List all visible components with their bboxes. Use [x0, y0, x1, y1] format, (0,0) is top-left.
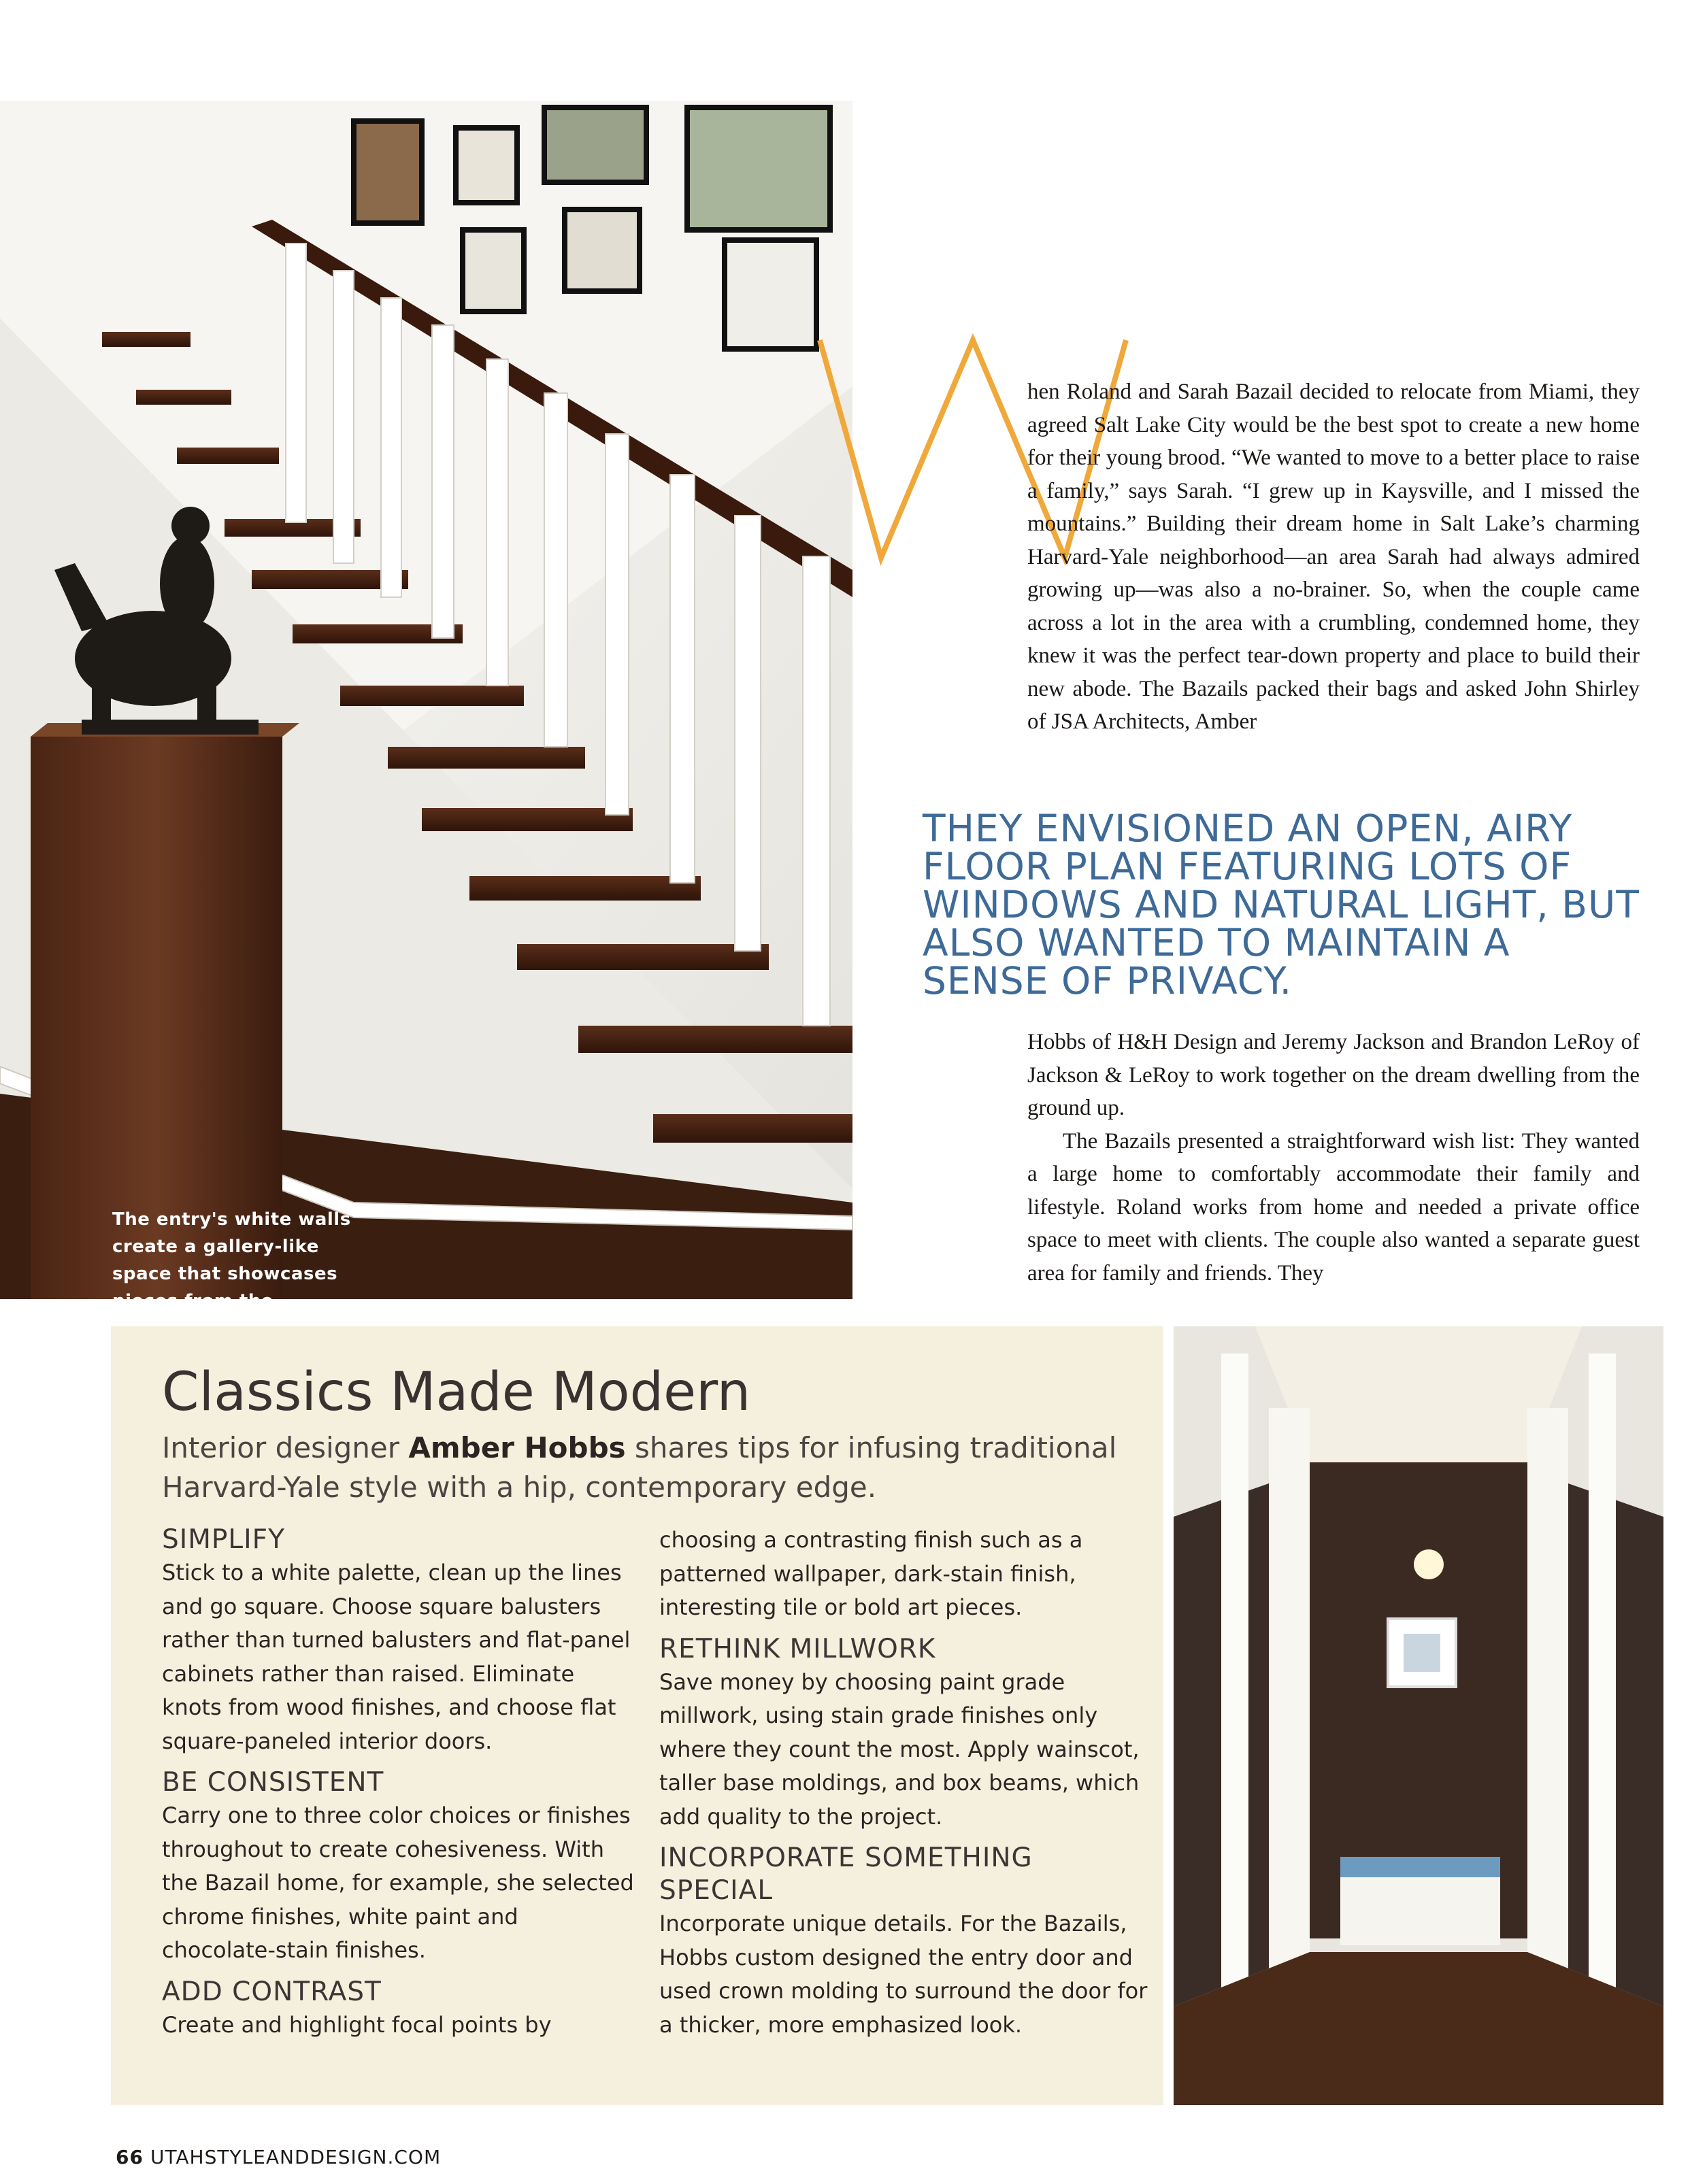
sidebar-title: Classics Made Modern: [162, 1362, 751, 1423]
article-paragraph-1: hen Roland and Sarah Bazail decided to relocate from Miami, they agreed Salt Lake City would be the best spot to create a new home for their young brood. “We wanted to move to a better place to raise a family,” says Sarah. “I grew up in Kaysville, and I missed the mountains.” Building their dream home in Salt Lake’s charming Harvard-Yale neighborhood—an area Sarah had always admired growing up—was also a no-brainer. So, when the couple came across a lot in the area with a crumbling, condemned home, they knew it was the perfect tear-down property and place to build their new abode. The Bazails packed their bags and asked John Shirley of JSA Architects, Amber: [1027, 380, 1640, 734]
tip-body-add-contrast-continued: choosing a contrasting finish such as a patterned wallpaper, dark-stain finish, interesting tile or bold art pieces.: [659, 1527, 1083, 1620]
sidebar-intro: [162, 1428, 1155, 1507]
article-paragraph-1-continued: Hobbs of H&H Design and Jeremy Jackson and Brandon LeRoy of Jackson & LeRoy to work together on the dream dwelling from the ground up.: [1027, 1030, 1640, 1120]
hallway-illustration: [1174, 1326, 1663, 2105]
sidebar-column-left: [162, 1524, 638, 2050]
tip-body-simplify: Stick to a white palette, clean up the lines and go square. Choose square balusters rather than turned balusters and flat-panel cabinets rather than raised. Eliminate knots from wood finishes, and choose flat square-paneled interior doors.: [162, 1560, 631, 1754]
designer-name: Amber Hobbs: [408, 1431, 626, 1464]
article-column-bottom: [1027, 1026, 1640, 1290]
tip-heading-incorporate-something-special: INCORPORATE SOMETHING SPECIAL: [659, 1843, 1033, 1906]
tip-body-add-contrast: Create and highlight focal points by: [162, 2011, 552, 2038]
hallway-photo: [1174, 1326, 1663, 2105]
site-url: UTAHSTYLEANDDESIGN.COM: [150, 2146, 442, 2168]
tip-heading-rethink-millwork: RETHINK MILLWORK: [659, 1633, 936, 1664]
staircase-photo: [0, 101, 852, 1311]
tip-body-rethink-millwork: Save money by choosing paint grade millwork, using stain grade finishes only where they count the most. Apply wainscot, taller base moldings, and box beams, which add quality to the project.: [659, 1668, 1140, 1830]
intro-lead: Interior designer: [162, 1431, 409, 1464]
tip-heading-add-contrast: ADD CONTRAST: [162, 1976, 382, 2007]
page-number: 66: [116, 2146, 144, 2168]
photo-caption: The entry's white walls create a gallery-like space that showcases pieces from the: [112, 1209, 351, 1311]
article-column-top: [1027, 375, 1640, 739]
tip-heading-be-consistent: BE CONSISTENT: [162, 1767, 384, 1798]
pull-quote: THEY ENVISIONED AN OPEN, AIRY FLOOR PLAN FEATURING LOTS OF WINDOWS AND NATURAL LIGHT, BUT ALSO WANTED TO MAINTAIN A SENSE OF PRIVACY.: [923, 807, 1640, 1003]
tip-body-incorporate-something-special: Incorporate unique details. For the Bazails, Hobbs custom designed the entry door and used crown molding to surround the door for a thicker, more emphasized look.: [659, 1911, 1148, 2038]
sidebar-box: [111, 1326, 1163, 2105]
folio: [116, 2146, 441, 2168]
tip-body-be-consistent: Carry one to three color choices or finishes throughout to create cohesiveness. With the Bazail home, for example, she selected chrome finishes, white paint and chocolate-stain finishes.: [162, 1802, 634, 1963]
article-paragraph-2: The Bazails presented a straightforward wish list: They wanted a large home to comfortably accommodate their family and lifestyle. Roland works from home and needed a private office space to meet with clients. The couple also wanted a separate guest area for family and friends. They: [1027, 1128, 1640, 1286]
sidebar-column-right: [659, 1524, 1149, 2050]
staircase-illustration: [0, 101, 852, 1299]
intro-rest: shares tips for infusing traditional Harvard-Yale style with a hip, contemporary edge.: [162, 1431, 1117, 1504]
tip-heading-simplify: SIMPLIFY: [162, 1524, 285, 1555]
